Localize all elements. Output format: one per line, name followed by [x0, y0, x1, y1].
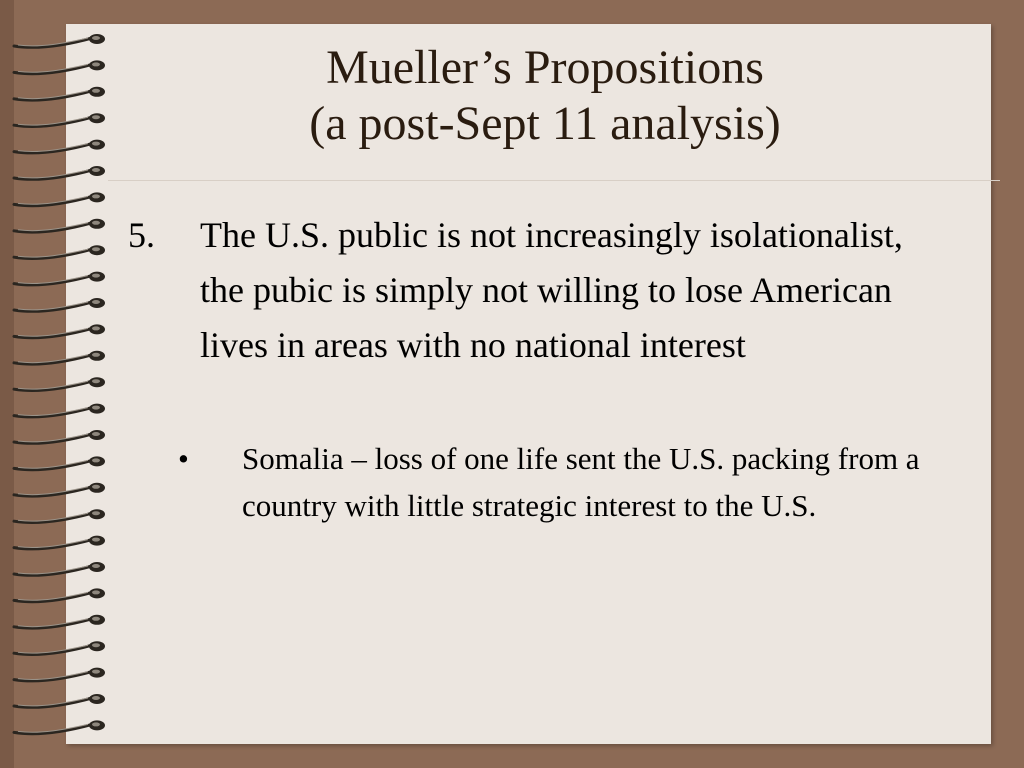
- slide-title: [130, 40, 960, 152]
- slide-title-line-1: Mueller’s Propositions: [326, 41, 764, 94]
- bullet-icon: •: [178, 441, 189, 476]
- slide-title-line-2: (a post-Sept 11 analysis): [309, 97, 781, 150]
- numbered-point: [128, 208, 918, 373]
- sub-bullet-text: Somalia – loss of one life sent the U.S. packing from a country with little strategic interest to the U.S.: [242, 441, 920, 523]
- sub-bullet: [178, 435, 938, 529]
- title-divider: [108, 180, 1000, 181]
- point-text: The U.S. public is not increasingly isolationalist, the pubic is simply not willing to lose American lives in areas with no national interest: [200, 215, 903, 365]
- binding-strip: [0, 0, 14, 768]
- point-number: 5.: [128, 215, 155, 255]
